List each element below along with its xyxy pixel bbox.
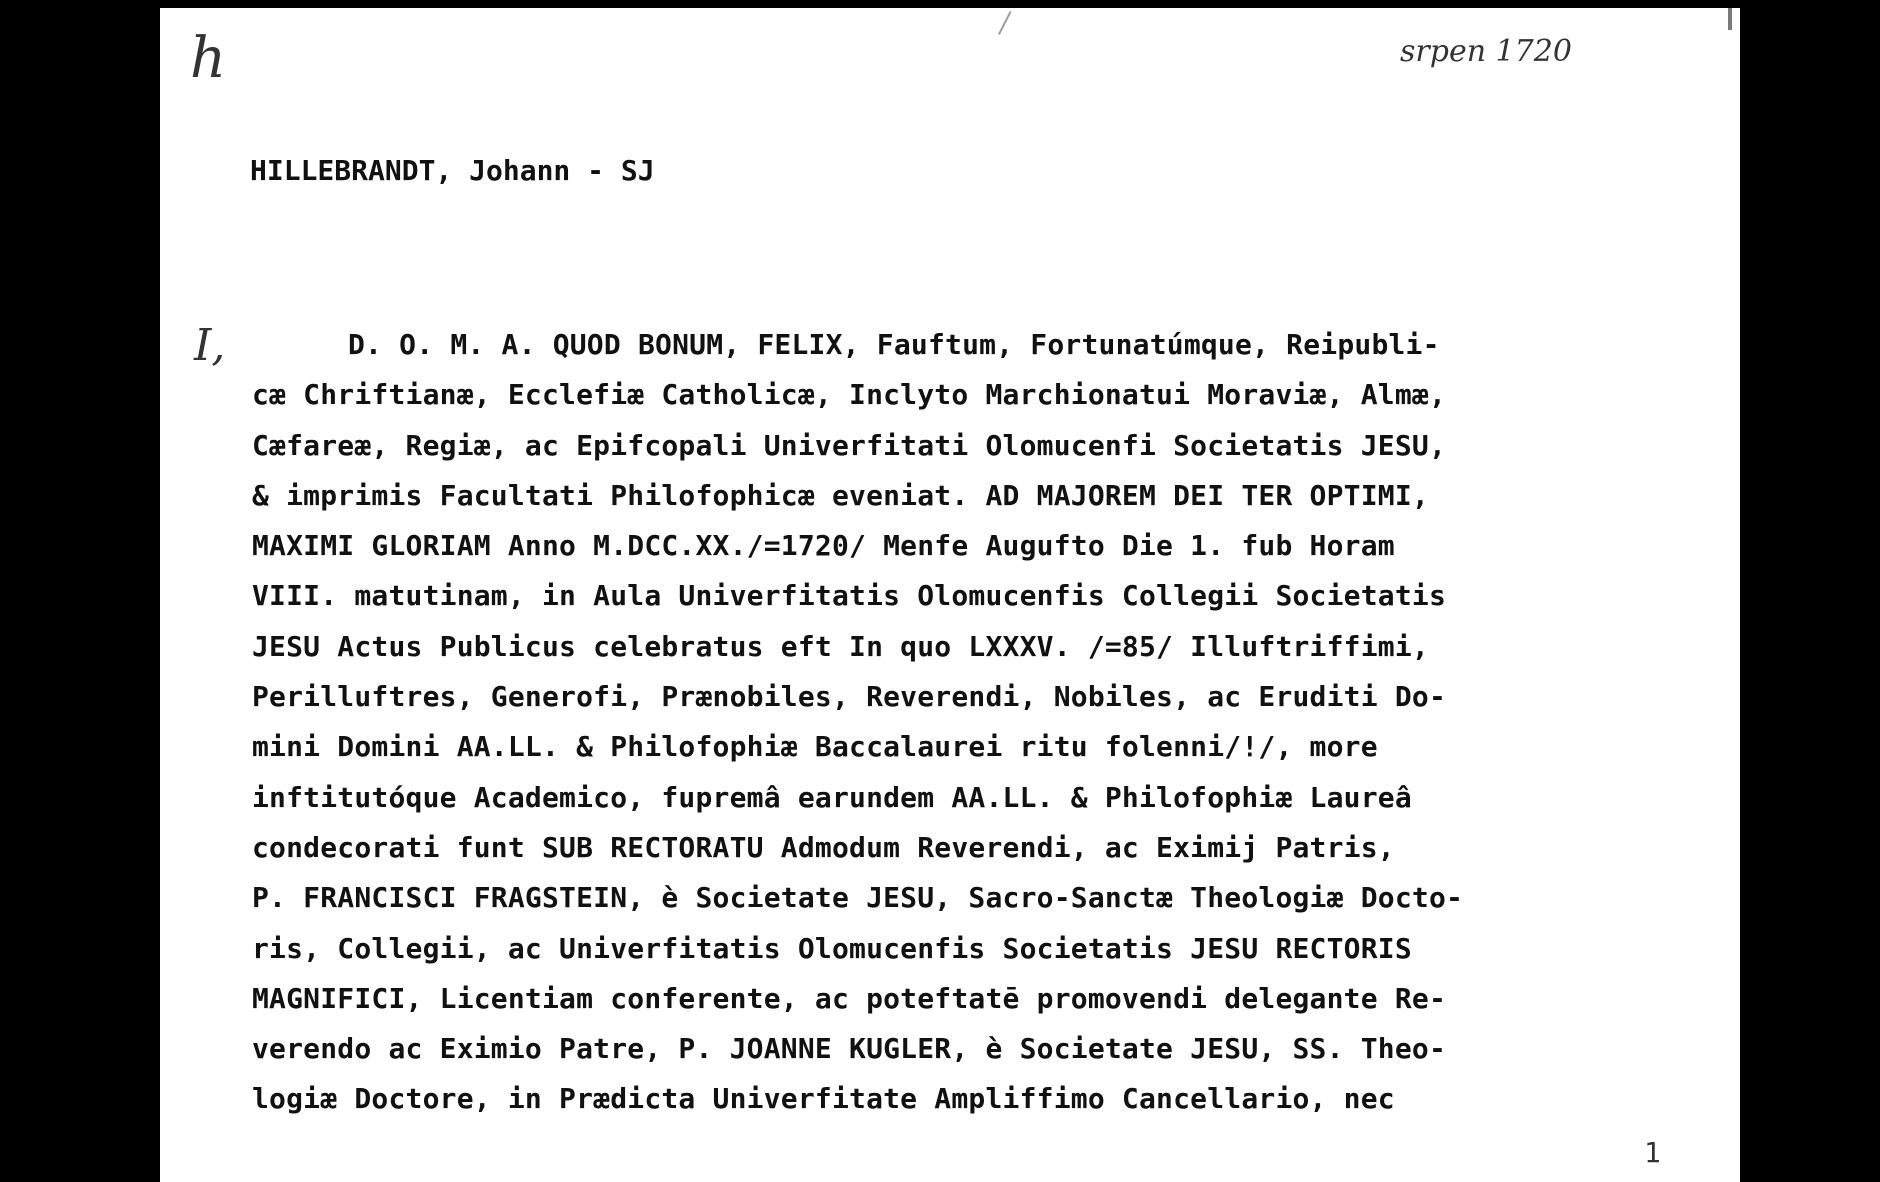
text-line: JESU Actus Publicus celebratus eft In quo LXXXV. /=85/ Illuftriffimi, bbox=[252, 629, 1429, 663]
text-line: cæ Chriftianæ, Ecclefiæ Catholicæ, Inclyto Marchionatui Moraviæ, Almæ, bbox=[252, 378, 1447, 412]
text-line: verendo ac Eximio Patre, P. JOANNE KUGLER, è Societate JESU, SS. Theo- bbox=[252, 1032, 1447, 1066]
text-line: MAXIMI GLORIAM Anno M.DCC.XX./=1720/ Menfe Augufto Die 1. fub Horam bbox=[252, 529, 1395, 563]
handwritten-section-mark: I, bbox=[194, 320, 226, 371]
text-line: MAGNIFICI, Licentiam conferente, ac poteftatē promovendi delegante Re- bbox=[252, 981, 1447, 1015]
record-title: HILLEBRANDT, Johann bbox=[250, 154, 571, 187]
record-header bbox=[250, 154, 655, 187]
text-line: P. FRANCISCI FRAGSTEIN, è Societate JESU, Sacro-Sanctæ Theologiæ Docto- bbox=[252, 881, 1464, 915]
handwritten-corner-mark: h bbox=[190, 26, 227, 91]
text-line: & imprimis Facultati Philofophicæ eveniat. AD MAJOREM DEI TER OPTIMI, bbox=[252, 478, 1429, 512]
scan-edge-mark bbox=[1728, 8, 1732, 30]
text-line: logiæ Doctore, in Prædicta Univerfitate Ampliffimo Cancellario, nec bbox=[252, 1082, 1395, 1116]
text-line: Perilluftres, Generofi, Prænobiles, Reverendi, Nobiles, ac Eruditi Do- bbox=[252, 680, 1447, 714]
text-line: VIII. matutinam, in Aula Univerfitatis Olomucenfis Collegii Societatis bbox=[252, 579, 1447, 613]
text-line: mini Domini AA.LL. & Philofophiæ Baccalaurei ritu folenni/!/, more bbox=[252, 730, 1378, 764]
page-number: 1 bbox=[1644, 1136, 1661, 1169]
text-line: Cæfareæ, Regiæ, ac Epifcopali Univerfitati Olomucenfi Societatis JESU, bbox=[252, 428, 1447, 462]
document-body bbox=[252, 320, 1463, 1125]
handwritten-archive-reference: srpen 1720 bbox=[1400, 34, 1572, 69]
record-order: - SJ bbox=[570, 154, 655, 187]
faint-top-scribble: / bbox=[1000, 6, 1010, 39]
text-line: ris, Collegii, ac Univerfitatis Olomucenfis Societatis JESU RECTORIS bbox=[252, 931, 1412, 965]
text-line: inftitutóque Academico, fupremâ earundem AA.LL. & Philofophiæ Laureâ bbox=[252, 780, 1412, 814]
text-line: condecorati funt SUB RECTORATU Admodum Reverendi, ac Eximij Patris, bbox=[252, 830, 1395, 864]
text-line: D. O. M. A. QUOD BONUM, FELIX, Fauftum, Fortunatúmque, Reipubli- bbox=[348, 328, 1440, 361]
